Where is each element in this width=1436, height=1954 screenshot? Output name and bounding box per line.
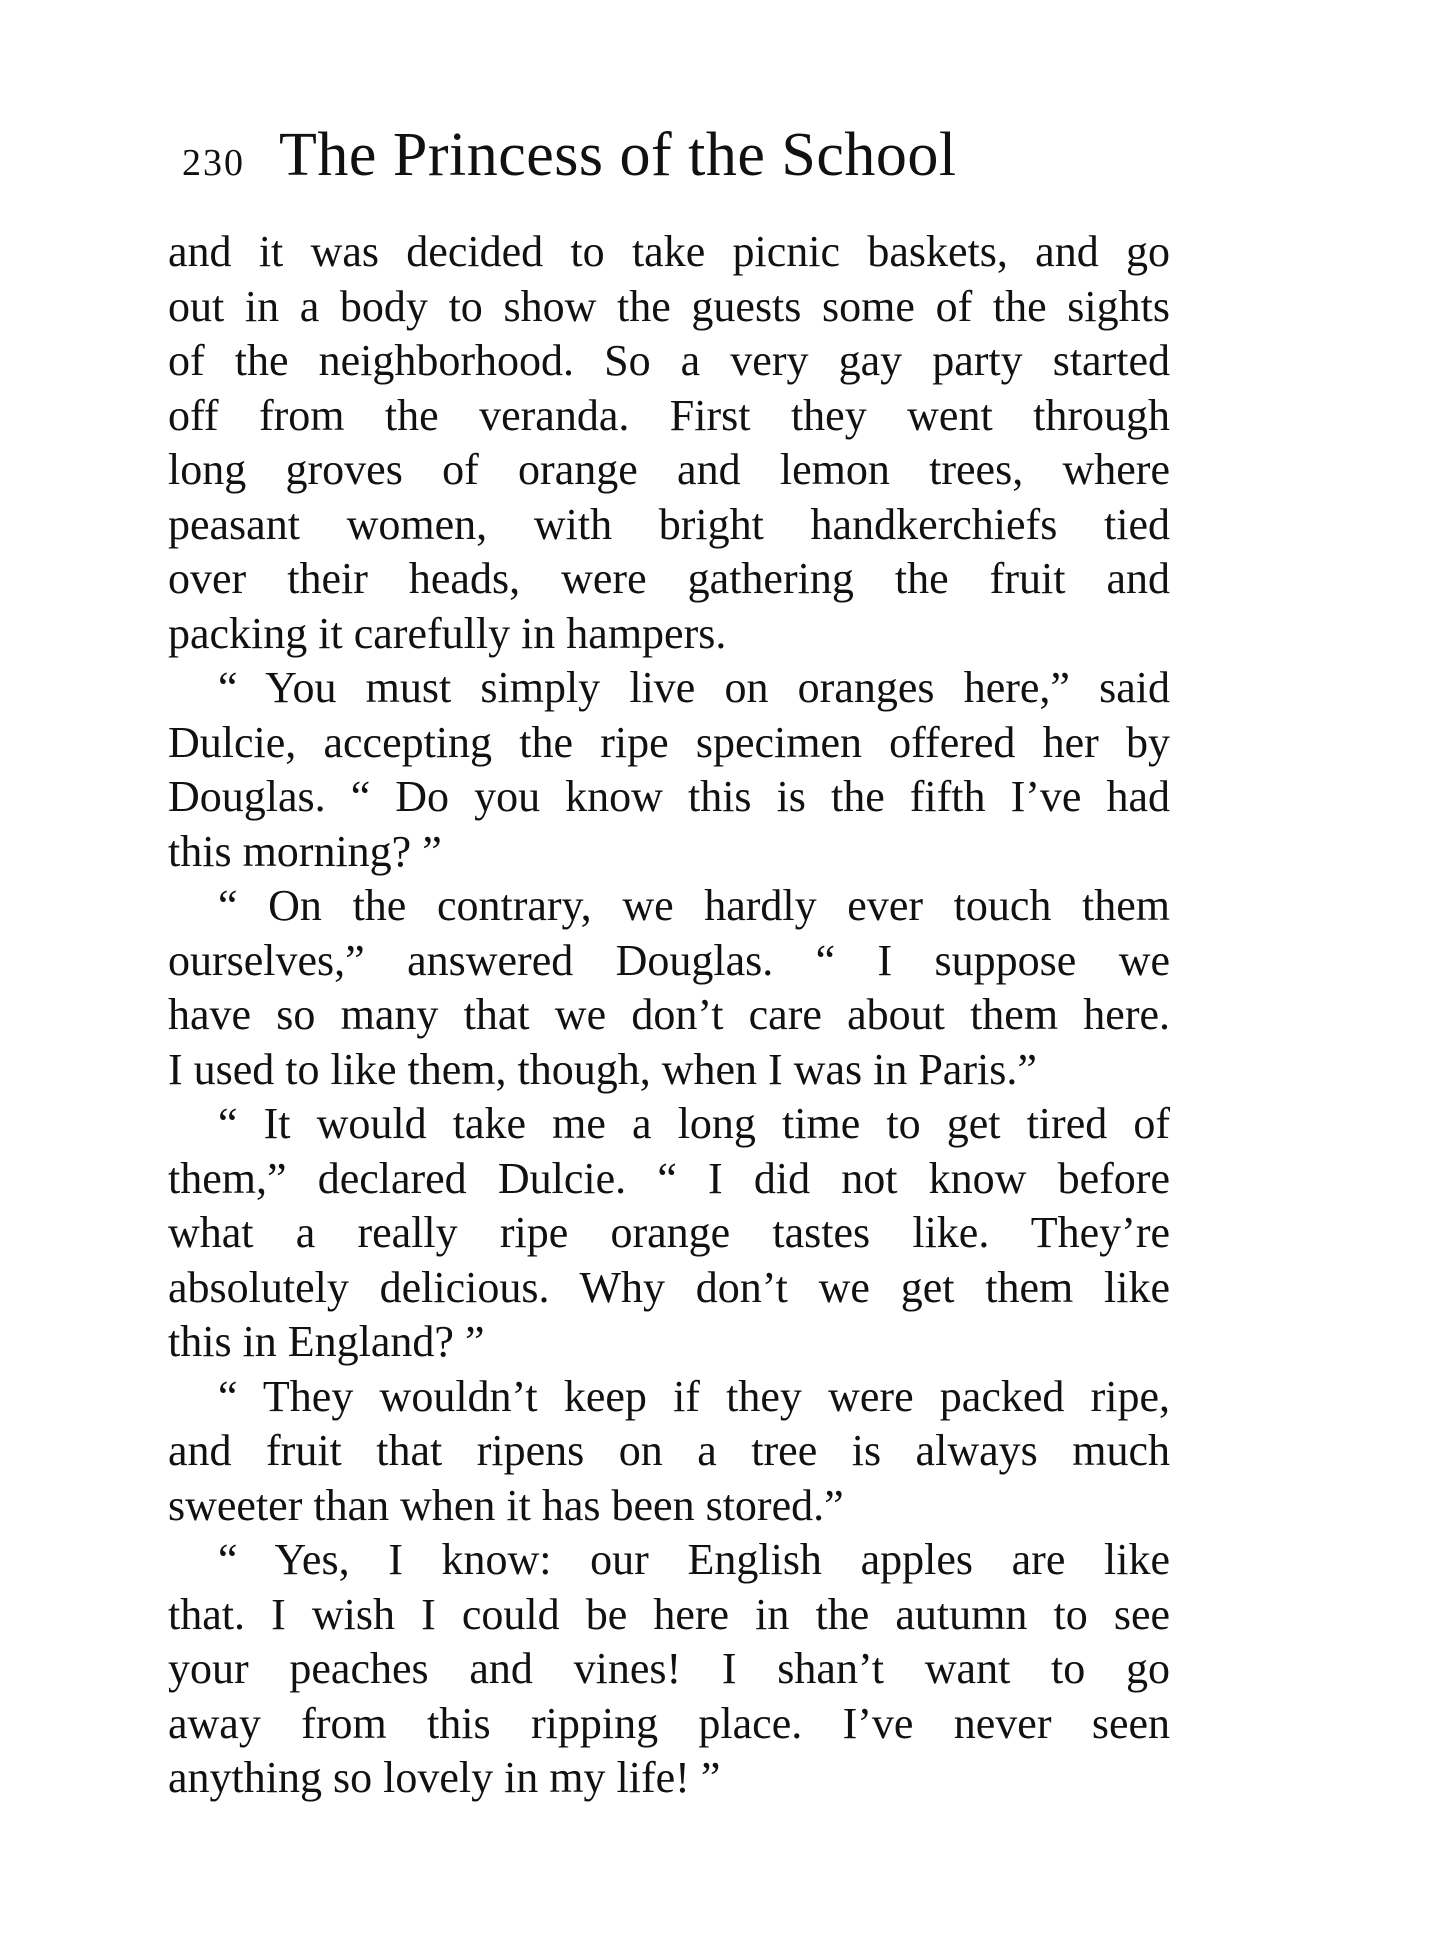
text-line: peasant women, with bright handkerchiefs tied	[168, 499, 1170, 549]
text-line: over their heads, were gathering the fruit and	[168, 554, 1170, 603]
body-text	[168, 225, 1170, 1806]
page-header	[182, 120, 1182, 200]
text-line: away from this ripping place. I’ve never seen	[168, 1698, 1170, 1748]
text-line: long groves of orange and lemon trees, where	[168, 445, 1170, 494]
page-number: 230	[182, 142, 245, 184]
text-line: and it was decided to take picnic baskets, and go	[168, 227, 1170, 276]
text-line: “ They wouldn’t keep if they were packed ripe,	[218, 1371, 1170, 1421]
text-line: packing it carefully in hampers.	[168, 608, 727, 658]
text-line: absolutely delicious. Why don’t we get them like	[168, 1262, 1170, 1312]
text-line: anything so lovely in my life! ”	[168, 1753, 721, 1802]
text-line: Dulcie, accepting the ripe specimen offered her by	[168, 717, 1170, 767]
text-line: what a really ripe orange tastes like. They’re	[168, 1208, 1170, 1257]
text-line: Douglas. “ Do you know this is the fifth I’ve had	[168, 772, 1170, 821]
text-line: them,” declared Dulcie. “ I did not know before	[168, 1153, 1170, 1203]
text-line: off from the veranda. First they went through	[168, 390, 1170, 440]
text-line: out in a body to show the guests some of the sights	[168, 281, 1170, 331]
text-line: have so many that we don’t care about them here.	[168, 990, 1170, 1039]
text-line: that. I wish I could be here in the autumn to see	[168, 1589, 1170, 1639]
text-line: sweeter than when it has been stored.”	[168, 1480, 844, 1530]
text-line: ourselves,” answered Douglas. “ I suppose we	[168, 935, 1170, 985]
text-line: this morning? ”	[168, 826, 442, 876]
text-line: this in England? ”	[168, 1317, 485, 1366]
text-line: and fruit that ripens on a tree is always much	[168, 1426, 1170, 1475]
text-line: I used to like them, though, when I was in Paris.”	[168, 1044, 1037, 1094]
text-line: “ On the contrary, we hardly ever touch them	[218, 881, 1170, 930]
text-line: “ You must simply live on oranges here,” said	[218, 663, 1170, 712]
text-line: “ It would take me a long time to get tired of	[218, 1099, 1170, 1148]
text-line: “ Yes, I know: our English apples are like	[218, 1535, 1170, 1584]
text-line: of the neighborhood. So a very gay party started	[168, 336, 1170, 385]
text-line: your peaches and vines! I shan’t want to go	[168, 1644, 1170, 1693]
running-title: The Princess of the School	[279, 121, 957, 189]
